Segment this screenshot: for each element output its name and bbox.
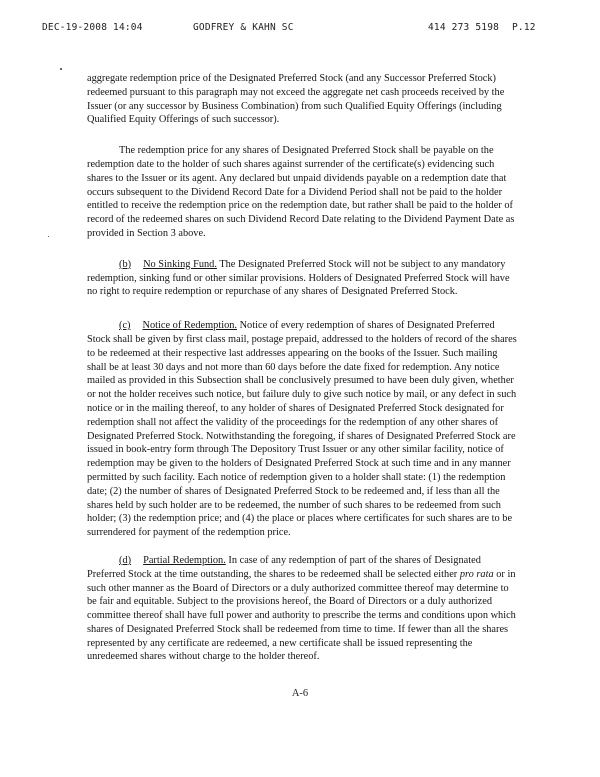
scan-speck (48, 236, 49, 237)
paragraph-redemption-price: The redemption price for any shares of Designated Preferred Stock shall be payable on the redemption date to the holder of such shares against surrender of the certificate(s) evidencing such shares to the Issuer or its agent. Any declared but unpaid dividends payable on a redemption date that occurs subsequent to the Dividend Record Date for a Dividend Period shall not be paid to the holder entitled to receive the redemption price on the redemption date, but rather shall be paid to the holder of record of the redeemed shares on such Dividend Record Date relating to the Dividend Payment Date as provided in Section 3 above. (87, 145, 515, 239)
fax-page: P.12 (512, 22, 536, 33)
fax-header (0, 22, 600, 38)
scan-speck (60, 68, 62, 70)
paragraph-aggregate-redemption: aggregate redemption price of the Designated Preferred Stock (and any Successor Preferred Stock) redeemed pursuant to this paragraph may not exceed the aggregate net cash proceeds received by the Issuer (or any successor by Business Combination) from such Qualified Equity Offerings (including Qualified Equity Offerings of such successor). (87, 73, 505, 126)
section-d-partial-redemption (87, 554, 519, 664)
fax-phone: 414 273 5198 (428, 22, 500, 33)
section-d-text-after: or in such other manner as the Board of Directors or a duly authorized committee thereof may determine to be fair and equitable. Subject to the provisions hereof, the Board of Directors or a duly authorized committee thereof shall have full power and authority to prescribe the terms and conditions upon which shares of Designated Preferred Stock shall be redeemed from time to time. If fewer than all the shares represented by any certificate are redeemed, a new certificate shall be issued representing the unredeemed shares without charge to the holder thereof. (87, 568, 516, 663)
section-c-label: (c) (119, 320, 131, 332)
section-b-text: The Designated Preferred Stock will not be subject to any mandatory redemption, sinking fund or other similar provisions. Holders of Designated Preferred Stock will have no right to require redemption or repurchase of any shares of Designated Preferred Stock. (87, 258, 510, 298)
document-body (87, 72, 519, 664)
section-d-title: Partial Redemption. (143, 554, 226, 566)
section-d-label: (d) (119, 554, 132, 566)
fax-date-time: DEC-19-2008 14:04 (42, 22, 143, 33)
section-b-no-sinking-fund (87, 258, 519, 299)
section-b-title: No Sinking Fund. (143, 258, 217, 270)
section-c-text: Notice of every redemption of shares of Designated Preferred Stock shall be given by first class mail, postage prepaid, addressed to the holders of record of the shares to be redeemed at their respective last addresses appearing on the books of the Issuer. Such mailing shall be at least 30 days and not more than 60 days before the date fixed for redemption. Any notice mailed as provided in this Subsection shall be conclusively presumed to have been duly given, whether or not the holder receives such notice, but failure duly to give such notice by mail, or any defect in such notice or in the mailing thereof, to any holder of shares of Designated Preferred Stock designated for redemption shall not affect the validity of the proceedings for the redemption of any other shares of Designated Preferred Stock. Notwithstanding the foregoing, if shares of Designated Preferred Stock are issued in book-entry form through The Depository Trust Issuer or any other similar facility, notice of redemption may be given to the holders of Designated Preferred Stock at such time and in any manner permitted by such facility. Each notice of redemption given to a holder shall state: (1) the redemption date; (2) the number of shares of Designated Preferred Stock to be redeemed and, if less than all the shares held by such holder are to be redeemed, the number of such shares to be redeemed from such holder; (3) the redemption price; and (4) the place or places where certificates for such shares are to be surrendered for payment of the redemption price. (87, 320, 517, 539)
section-d-text-before: In case of any redemption of part of the shares of Designated Preferred Stock at the time outstanding, the shares to be redeemed shall be selected either (87, 554, 481, 580)
section-b-label: (b) (119, 258, 132, 270)
section-c-notice-of-redemption (87, 319, 519, 540)
section-d-italic: pro rata (459, 568, 494, 580)
section-c-title: Notice of Redemption. (142, 320, 237, 332)
fax-sender: GODFREY & KAHN SC (193, 22, 294, 33)
page-number: A-6 (291, 688, 309, 699)
